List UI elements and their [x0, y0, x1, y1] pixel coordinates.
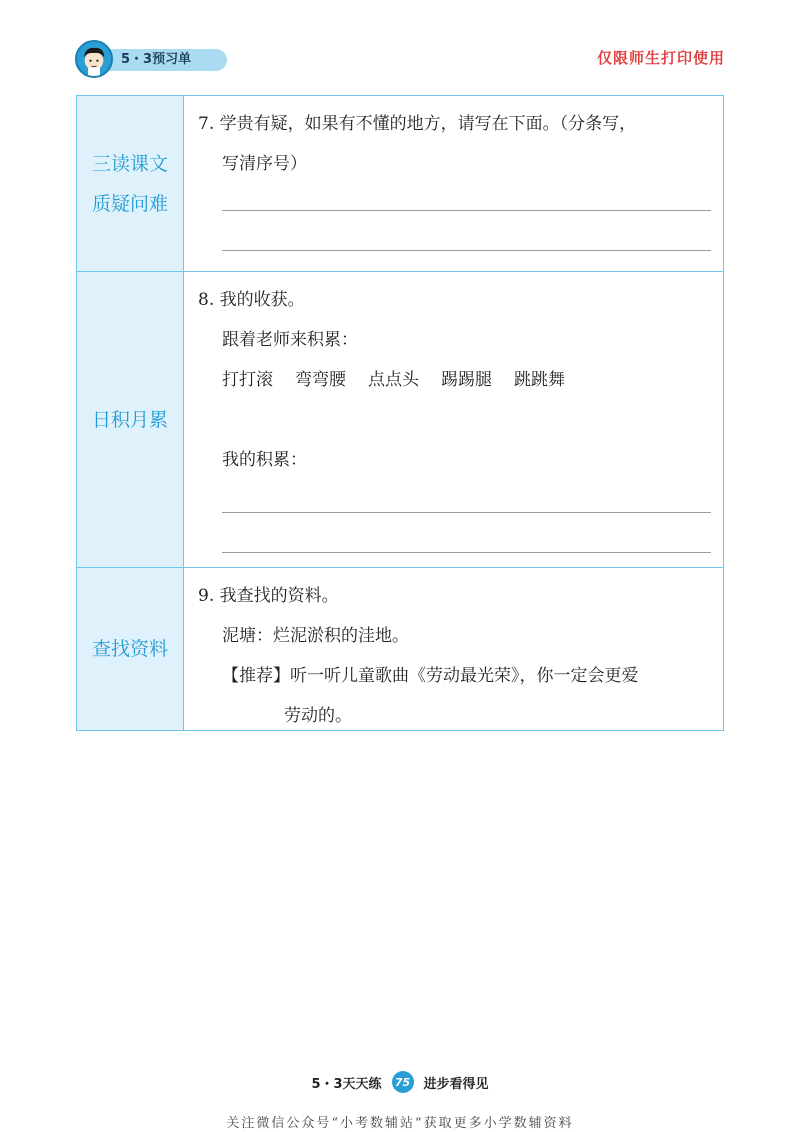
- print-notice: 仅限师生打印使用: [596, 49, 725, 67]
- recommend-text-cont: 劳动的。: [284, 706, 352, 726]
- word-item: 点点头: [368, 370, 419, 390]
- question-text: 9. 我查找的资料。: [198, 586, 339, 606]
- prompt-text: 跟着老师来积累：: [222, 330, 358, 350]
- footer-slogan: 进步看得见: [423, 1076, 489, 1092]
- section-question-7: [77, 96, 723, 271]
- word-item: 弯弯腰: [295, 370, 346, 390]
- watermark-text: 关注微信公众号“小考数辅站”获取更多小学数辅资料: [226, 1116, 574, 1131]
- section-label: [77, 96, 184, 271]
- recommend-text: 【推荐】听一听儿童歌曲《劳动最光荣》，你一定会更爱: [222, 666, 639, 686]
- question-text: 8. 我的收获。: [198, 290, 305, 310]
- definition-text: 泥塘：烂泥淤积的洼地。: [222, 626, 409, 646]
- page-number: 75: [392, 1071, 414, 1093]
- worksheet-table: [76, 95, 724, 731]
- section-content: [184, 568, 723, 730]
- section-question-8: [77, 271, 723, 567]
- word-list: [198, 360, 711, 400]
- section-label: [77, 272, 184, 567]
- answer-line[interactable]: [222, 250, 711, 251]
- series-badge: 5・3预习单: [97, 49, 227, 71]
- section-question-9: [77, 567, 723, 730]
- label-line: 质疑问难: [91, 192, 168, 215]
- label-line: 查找资料: [91, 638, 168, 660]
- page-header: [75, 40, 725, 80]
- label-line: 三读课文: [91, 152, 168, 175]
- page-footer: [0, 1070, 800, 1094]
- answer-line[interactable]: [222, 552, 711, 553]
- question-text: 7. 学贵有疑，如果有不懂的地方，请写在下面。（分条写，: [198, 114, 637, 134]
- label-line: 日积月累: [91, 408, 168, 431]
- question-text-cont: 写清序号）: [222, 154, 307, 174]
- mascot-logo-icon: [75, 40, 113, 78]
- word-item: 跳跳舞: [514, 370, 565, 390]
- section-content: [184, 96, 723, 271]
- own-prompt-text: 我的积累：: [222, 450, 307, 470]
- word-item: 踢踢腿: [441, 370, 492, 390]
- section-content: [184, 272, 723, 567]
- word-item: 打打滚: [222, 370, 273, 390]
- section-label: [77, 568, 184, 730]
- footer-series: 5・3天天练: [311, 1076, 382, 1092]
